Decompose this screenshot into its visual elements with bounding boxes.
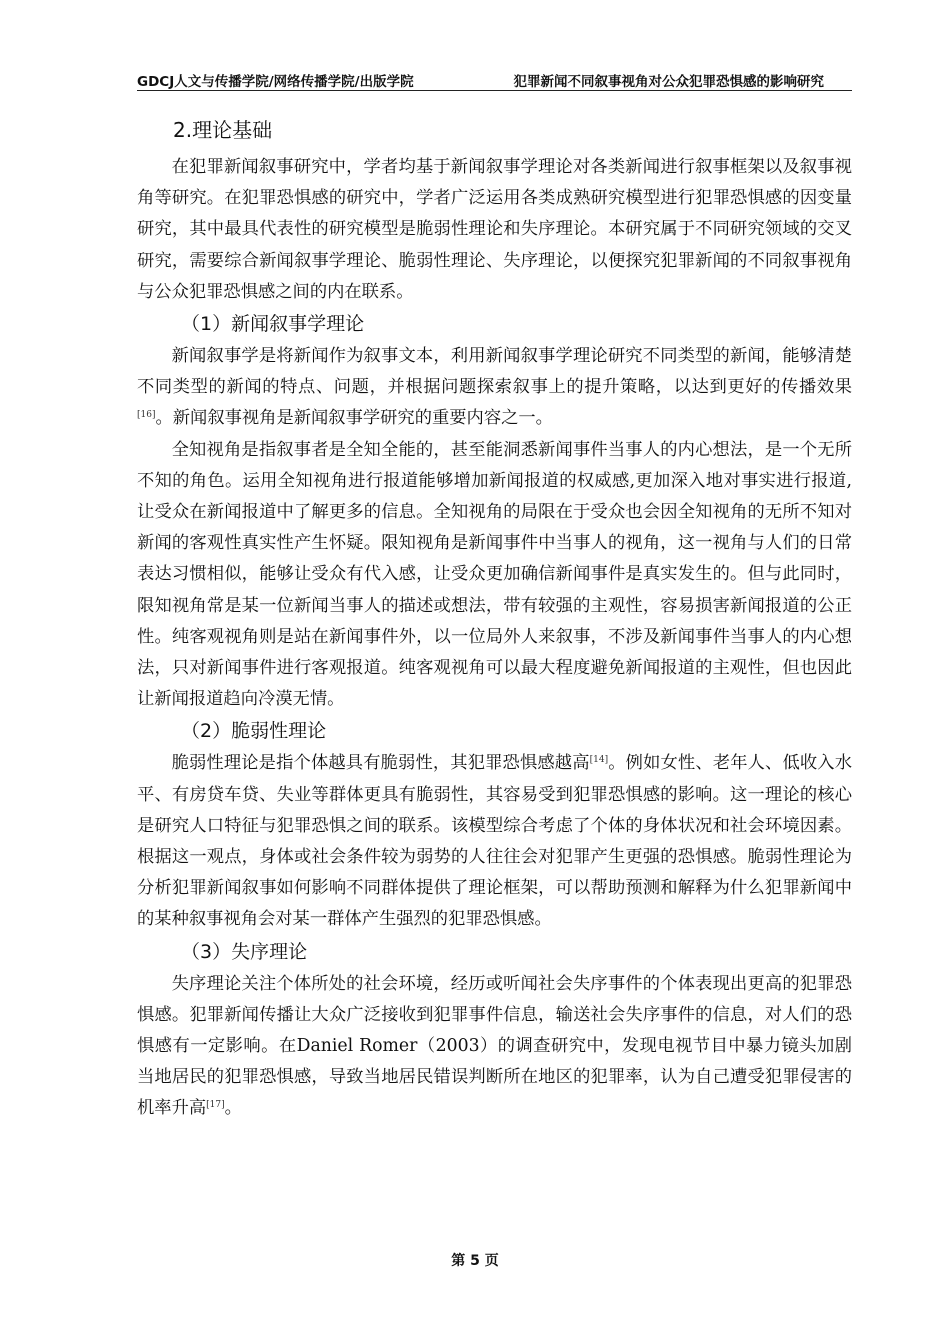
subsection-title-vulnerability: （2）脆弱性理论 [181, 720, 327, 743]
narratology-paragraph-1 [137, 341, 852, 435]
header-paper-title: 犯罪新闻不同叙事视角对公众犯罪恐惧感的影响研究 [513, 74, 824, 90]
citation-ref: [14] [589, 755, 609, 766]
header-institution: GDCJ人文与传播学院/网络传播学院/出版学院 [137, 74, 414, 90]
subsection-title-narratology: （1）新闻叙事学理论 [181, 313, 365, 336]
text-run: 新闻叙事学是将新闻作为叙事文本，利用新闻叙事学理论研究不同类型的新闻，能够清楚不同类型的新闻的特点、问题，并根据问题探索叙事上的提升策略，以达到更好的传播效果 [137, 346, 852, 398]
subsection-title-disorder: （3）失序理论 [181, 940, 308, 963]
citation-ref: [16] [137, 410, 156, 421]
disorder-paragraph [137, 969, 852, 1125]
narratology-paragraph-2: 全知视角是指叙事者是全知全能的，甚至能洞悉新闻事件当事人的内心想法，是一个无所不知的角色。运用全知视角进行报道能够增加新闻报道的权威感,更加深入地对事实进行报道,让受众在新闻报道中了解更多的信息。全知视角的局限在于受众也会因全知视角的无所不知对新闻的客观性真实性产生怀疑。限知视角是新闻事件中当事人的视角，这一视角与人们的日常表达习惯相似，能够让受众有代入感，让受众更加确信新闻事件是真实发生的。但与此同时，限知视角常是某一位新闻当事人的描述或想法，带有较强的主观性，容易损害新闻报道的公正性。纯客观视角则是站在新闻事件外，以一位局外人来叙事，不涉及新闻事件当事人的内心想法，只对新闻事件进行客观报道。纯客观视角可以最大程度避免新闻报道的主观性，但也因此让新闻报道趋向冷漠无情。 [137, 439, 852, 710]
text-run: 。新闻叙事视角是新闻叙事学研究的重要内容之一。 [155, 408, 553, 429]
section-title: 2.理论基础 [173, 118, 273, 142]
page-number: 第 5 页 [451, 1253, 499, 1269]
text-run: 。 [224, 1098, 242, 1119]
vulnerability-paragraph [137, 748, 852, 935]
text-run: 脆弱性理论是指个体越具有脆弱性，其犯罪恐惧感越高 [171, 753, 590, 774]
page-body [137, 112, 852, 1125]
text-run: 。例如女性、老年人、低收入水平、有房贷车贷、失业等群体更具有脆弱性，其容易受到犯罪恐惧感的影响。这一理论的核心是研究人口特征与犯罪恐惧之间的联系。该模型综合考虑了个体的身体状况和社会环境因素。根据这一观点，身体或社会条件较为弱势的人往往会对犯罪产生更强的恐惧感。脆弱性理论为分析犯罪新闻叙事如何影响不同群体提供了理论框架，可以帮助预测和解释为什么犯罪新闻中的某种叙事视角会对某一群体产生强烈的犯罪恐惧感。 [137, 753, 852, 930]
running-header [137, 70, 852, 92]
header-rule [137, 90, 852, 91]
intro-paragraph: 在犯罪新闻叙事研究中，学者均基于新闻叙事学理论对各类新闻进行叙事框架以及叙事视角等研究。在犯罪恐惧感的研究中，学者广泛运用各类成熟研究模型进行犯罪恐惧感的因变量研究，其中最具代表性的研究模型是脆弱性理论和失序理论。本研究属于不同研究领域的交叉研究，需要综合新闻叙事学理论、脆弱性理论、失序理论，以便探究犯罪新闻的不同叙事视角与公众犯罪恐惧感之间的内在联系。 [137, 157, 852, 302]
text-run: 失序理论关注个体所处的社会环境，经历或听闻社会失序事件的个体表现出更高的犯罪恐惧感。犯罪新闻传播让大众广泛接收到犯罪事件信息，输送社会失序事件的信息，对人们的恐惧感有一定影响。在Daniel Romer（2003）的调查研究中，发现电视节目中暴力镜头加剧当地居民的犯罪恐惧感，导致当地居民错误判断所在地区的犯罪率，认为自己遭受犯罪侵害的机率升高 [137, 973, 852, 1119]
citation-ref: [17] [206, 1100, 225, 1111]
